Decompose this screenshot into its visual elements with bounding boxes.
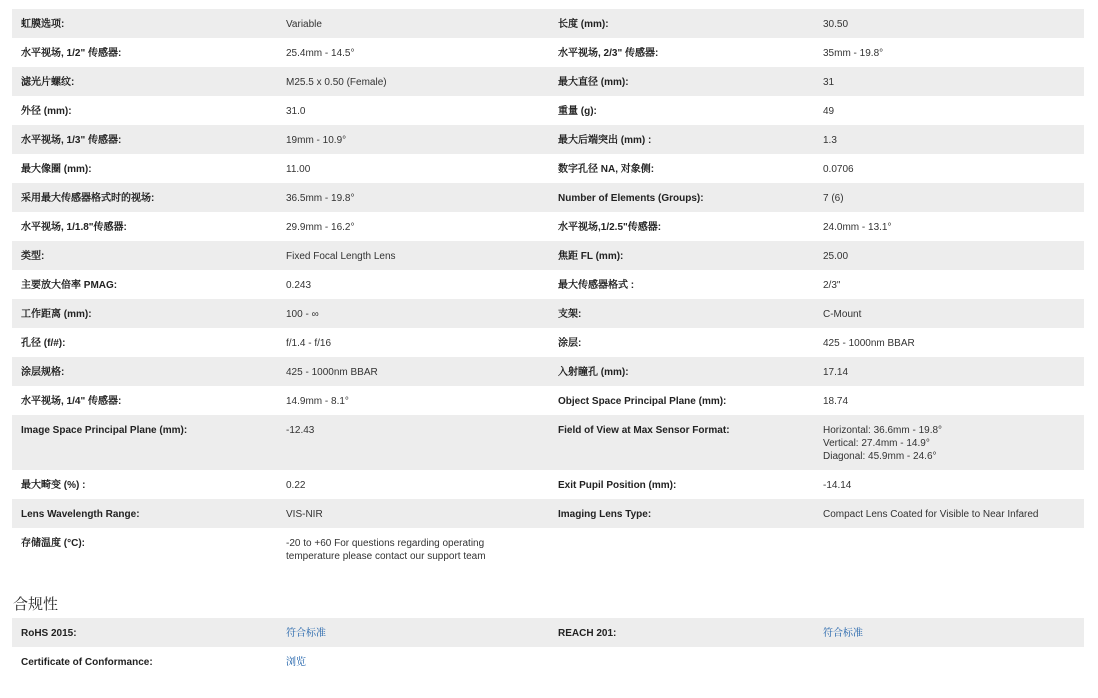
compliance-label: REACH 201: xyxy=(549,618,814,647)
spec-label: Imaging Lens Type: xyxy=(549,499,814,528)
spec-value: M25.5 x 0.50 (Female) xyxy=(277,67,549,96)
compliance-link[interactable]: 符合标准 xyxy=(823,628,863,639)
compliance-row xyxy=(12,647,1084,676)
spec-label: Lens Wavelength Range: xyxy=(12,499,277,528)
spec-value: 17.14 xyxy=(814,357,1084,386)
spec-row xyxy=(12,470,1084,499)
spec-label: 水平视场,1/2.5"传感器: xyxy=(549,212,814,241)
spec-value: 24.0mm - 13.1° xyxy=(814,212,1084,241)
spec-label: 滤光片螺纹: xyxy=(12,67,277,96)
spec-row xyxy=(12,125,1084,154)
spec-row xyxy=(12,154,1084,183)
spec-value: Fixed Focal Length Lens xyxy=(277,241,549,270)
spec-value-line: Vertical: 27.4mm - 14.9° xyxy=(823,438,930,449)
spec-value-line: temperature please contact our support team xyxy=(286,551,486,562)
spec-value-line: -20 to +60 For questions regarding operating xyxy=(286,538,485,549)
spec-label: 数字孔径 NA, 对象侧: xyxy=(549,154,814,183)
spec-value: 36.5mm - 19.8° xyxy=(277,183,549,212)
spec-value: 18.74 xyxy=(814,386,1084,415)
spec-label: 最大传感器格式 : xyxy=(549,270,814,299)
spec-label: 最大像圈 (mm): xyxy=(12,154,277,183)
spec-label: 涂层: xyxy=(549,328,814,357)
spec-value: 0.0706 xyxy=(814,154,1084,183)
spec-label: 重量 (g): xyxy=(549,96,814,125)
spec-row xyxy=(12,67,1084,96)
compliance-value xyxy=(277,647,549,676)
compliance-label xyxy=(549,647,814,676)
spec-label: 存储温度 (°C): xyxy=(12,528,277,570)
compliance-row xyxy=(12,618,1084,647)
spec-value: 100 - ∞ xyxy=(277,299,549,328)
spec-label: 最大后端突出 (mm) : xyxy=(549,125,814,154)
spec-value: 25.00 xyxy=(814,241,1084,270)
spec-value: 1.3 xyxy=(814,125,1084,154)
spec-row xyxy=(12,183,1084,212)
product-specs xyxy=(12,9,1084,676)
spec-value: 425 - 1000nm BBAR xyxy=(277,357,549,386)
spec-value: 49 xyxy=(814,96,1084,125)
spec-label: 采用最大传感器格式时的视场: xyxy=(12,183,277,212)
spec-label: 入射瞳孔 (mm): xyxy=(549,357,814,386)
spec-row xyxy=(12,357,1084,386)
spec-label: Image Space Principal Plane (mm): xyxy=(12,415,277,470)
spec-label: Object Space Principal Plane (mm): xyxy=(549,386,814,415)
spec-label: 主要放大倍率 PMAG: xyxy=(12,270,277,299)
spec-row xyxy=(12,499,1084,528)
spec-value: 35mm - 19.8° xyxy=(814,38,1084,67)
compliance-value xyxy=(814,618,1084,647)
spec-label: 水平视场, 1/3" 传感器: xyxy=(12,125,277,154)
spec-label: 支架: xyxy=(549,299,814,328)
spec-label: 水平视场, 2/3" 传感器: xyxy=(549,38,814,67)
spec-value-line: Diagonal: 45.9mm - 24.6° xyxy=(823,451,937,462)
spec-row xyxy=(12,38,1084,67)
spec-value: 2/3" xyxy=(814,270,1084,299)
spec-value: 0.22 xyxy=(277,470,549,499)
spec-value: 31.0 xyxy=(277,96,549,125)
spec-row xyxy=(12,386,1084,415)
spec-label: 水平视场, 1/1.8"传感器: xyxy=(12,212,277,241)
compliance-link[interactable]: 浏览 xyxy=(286,657,306,668)
compliance-value xyxy=(814,647,1084,676)
spec-label: 最大畸变 (%) : xyxy=(12,470,277,499)
spec-value: -12.43 xyxy=(277,415,549,470)
spec-label: 最大直径 (mm): xyxy=(549,67,814,96)
spec-row xyxy=(12,299,1084,328)
spec-label: 焦距 FL (mm): xyxy=(549,241,814,270)
spec-label: 虹膜选项: xyxy=(12,9,277,38)
compliance-table xyxy=(12,618,1084,676)
spec-value: 31 xyxy=(814,67,1084,96)
spec-value: 19mm - 10.9° xyxy=(277,125,549,154)
spec-value xyxy=(277,528,549,570)
spec-value-line: Horizontal: 36.6mm - 19.8° xyxy=(823,425,943,436)
spec-value: 30.50 xyxy=(814,9,1084,38)
spec-row xyxy=(12,415,1084,470)
spec-label: Exit Pupil Position (mm): xyxy=(549,470,814,499)
spec-row xyxy=(12,241,1084,270)
spec-label: 工作距离 (mm): xyxy=(12,299,277,328)
compliance-value xyxy=(277,618,549,647)
spec-value: 14.9mm - 8.1° xyxy=(277,386,549,415)
spec-value: -14.14 xyxy=(814,470,1084,499)
spec-label: 涂层规格: xyxy=(12,357,277,386)
spec-value: VIS-NIR xyxy=(277,499,549,528)
spec-value xyxy=(814,528,1084,570)
compliance-label: RoHS 2015: xyxy=(12,618,277,647)
spec-label: 外径 (mm): xyxy=(12,96,277,125)
spec-label: 水平视场, 1/2" 传感器: xyxy=(12,38,277,67)
spec-label: 水平视场, 1/4" 传感器: xyxy=(12,386,277,415)
spec-row xyxy=(12,528,1084,570)
spec-value: 29.9mm - 16.2° xyxy=(277,212,549,241)
spec-row xyxy=(12,96,1084,125)
spec-row xyxy=(12,9,1084,38)
spec-label: 孔径 (f/#): xyxy=(12,328,277,357)
spec-value: 425 - 1000nm BBAR xyxy=(814,328,1084,357)
spec-label: 长度 (mm): xyxy=(549,9,814,38)
compliance-heading: 合规性 xyxy=(13,596,59,613)
spec-value: 7 (6) xyxy=(814,183,1084,212)
spec-value: Compact Lens Coated for Visible to Near Infared xyxy=(814,499,1084,528)
spec-row xyxy=(12,328,1084,357)
compliance-link[interactable]: 符合标准 xyxy=(286,628,326,639)
spec-value: f/1.4 - f/16 xyxy=(277,328,549,357)
spec-label: Field of View at Max Sensor Format: xyxy=(549,415,814,470)
spec-label xyxy=(549,528,814,570)
spec-label: 类型: xyxy=(12,241,277,270)
spec-row xyxy=(12,212,1084,241)
spec-label: Number of Elements (Groups): xyxy=(549,183,814,212)
spec-value: 11.00 xyxy=(277,154,549,183)
spec-value: Variable xyxy=(277,9,549,38)
spec-value: 25.4mm - 14.5° xyxy=(277,38,549,67)
compliance-label: Certificate of Conformance: xyxy=(12,647,277,676)
spec-value: 0.243 xyxy=(277,270,549,299)
spec-row xyxy=(12,270,1084,299)
specs-table xyxy=(12,9,1084,570)
spec-value: C-Mount xyxy=(814,299,1084,328)
spec-value xyxy=(814,415,1084,470)
